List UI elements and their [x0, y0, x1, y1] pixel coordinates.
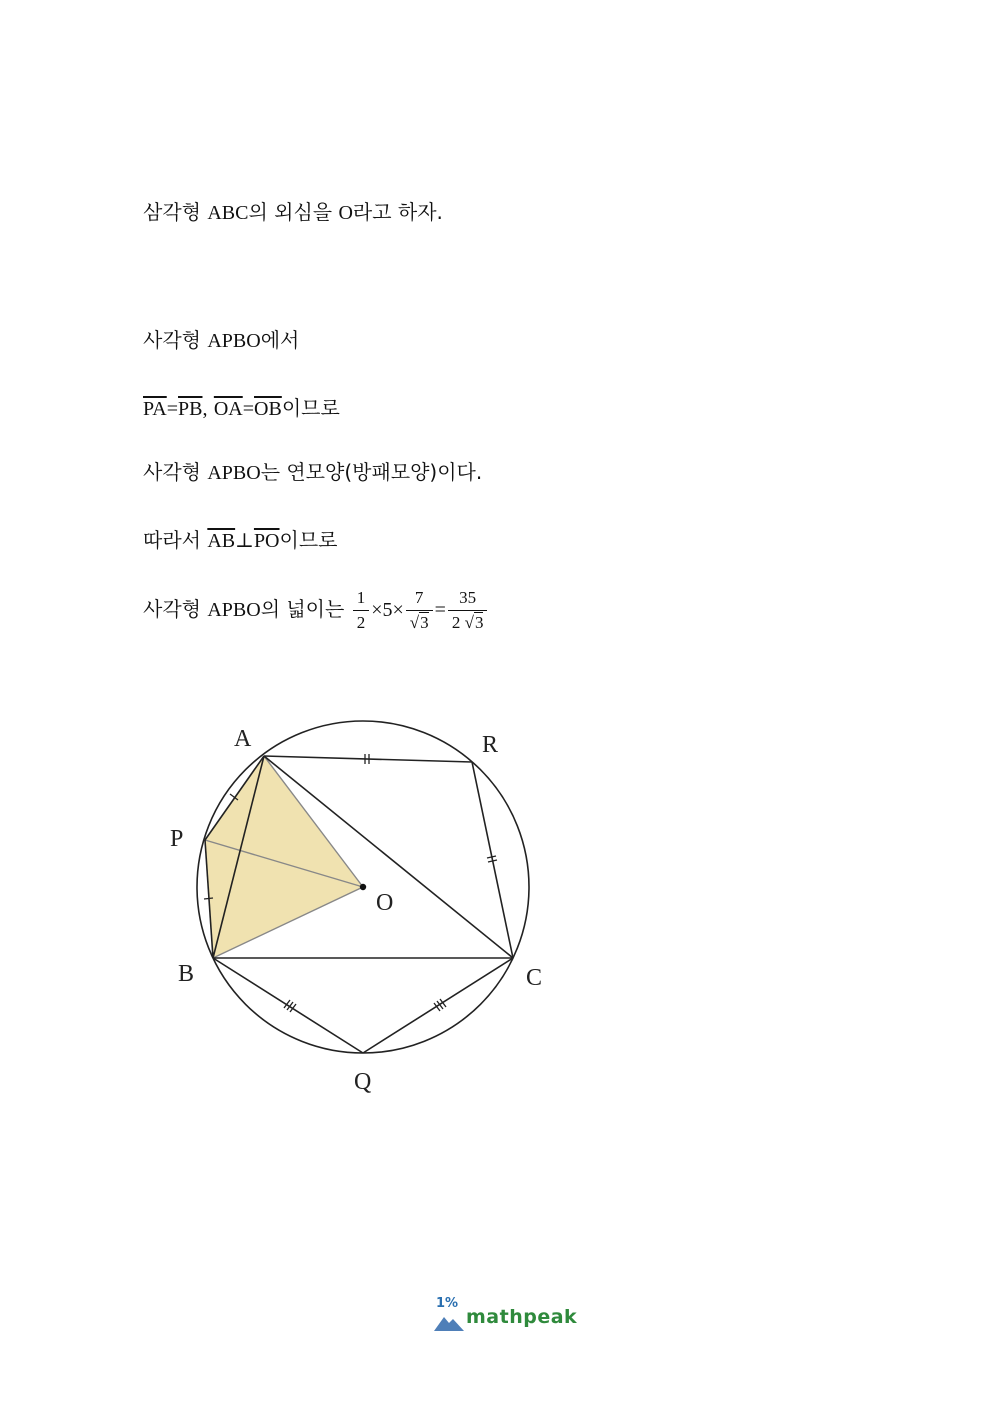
- word: 에서: [260, 328, 300, 352]
- label-a: A: [234, 726, 252, 752]
- equals-sign: =: [434, 599, 446, 621]
- label-r: R: [482, 732, 499, 758]
- logo-percent: 1%: [436, 1296, 459, 1311]
- word: 이므로: [281, 396, 340, 420]
- word: 삼각형: [143, 200, 201, 224]
- math-o: O: [338, 202, 353, 224]
- segment-pb: $\overline{PB}$: [178, 398, 203, 420]
- label-b: B: [178, 961, 195, 987]
- math-apbo: APBO: [207, 330, 261, 352]
- word: 라고 하자.: [352, 200, 443, 224]
- segment-bq: [213, 958, 363, 1053]
- shaded-quadrilateral-apbo: [205, 756, 363, 958]
- numerator: 7: [406, 588, 433, 611]
- segment-qc: [363, 958, 513, 1053]
- word: 사각형: [143, 597, 201, 621]
- denominator: 2: [356, 613, 366, 632]
- number: 5: [382, 599, 393, 621]
- segment-oa: $\overline{OA}$: [213, 398, 243, 420]
- comma: ,: [202, 398, 208, 420]
- math-apbo: APBO: [207, 462, 261, 484]
- mountain-icon: [434, 1313, 464, 1331]
- word: 사각형: [143, 460, 201, 484]
- word: 사각형: [143, 328, 201, 352]
- root-sign: √: [409, 613, 420, 632]
- segment-pa: $\overline{PA}$: [143, 398, 167, 420]
- times-sign: ×: [392, 599, 404, 621]
- root-sign: √: [464, 613, 474, 632]
- equals-sign: =: [166, 398, 179, 420]
- mathpeak-logo: [432, 1296, 578, 1336]
- times-sign: ×: [371, 599, 383, 621]
- segment-ar: [264, 756, 472, 762]
- coefficient: 2: [451, 613, 461, 632]
- numerator: 1: [353, 588, 370, 611]
- word: 따라서: [143, 528, 201, 552]
- word: 는 연모양(방패모양)이다.: [260, 460, 483, 484]
- word: 의 외심을: [248, 200, 333, 224]
- label-o: O: [376, 890, 394, 916]
- perp-sign: ⊥: [235, 530, 254, 552]
- label-c: C: [526, 965, 543, 991]
- radicand: 3: [474, 613, 484, 632]
- segment-ab: $\overline{AB}$: [207, 530, 236, 552]
- label-q: Q: [354, 1069, 372, 1095]
- math-apbo: APBO: [207, 599, 261, 621]
- segment-rc: [472, 762, 513, 958]
- segment-po: $\overline{PO}$: [253, 530, 280, 552]
- equals-sign: =: [242, 398, 255, 420]
- math-abc: ABC: [207, 202, 249, 224]
- label-p: P: [170, 826, 184, 852]
- center-point: [360, 884, 366, 890]
- segment-ob: $\overline{OB}$: [254, 398, 282, 420]
- radicand: 3: [420, 613, 429, 632]
- logo-wordmark: mathpeak: [466, 1306, 578, 1328]
- word: 이므로: [279, 528, 338, 552]
- numerator: 35: [448, 588, 488, 611]
- word: 의 넓이는: [260, 597, 345, 621]
